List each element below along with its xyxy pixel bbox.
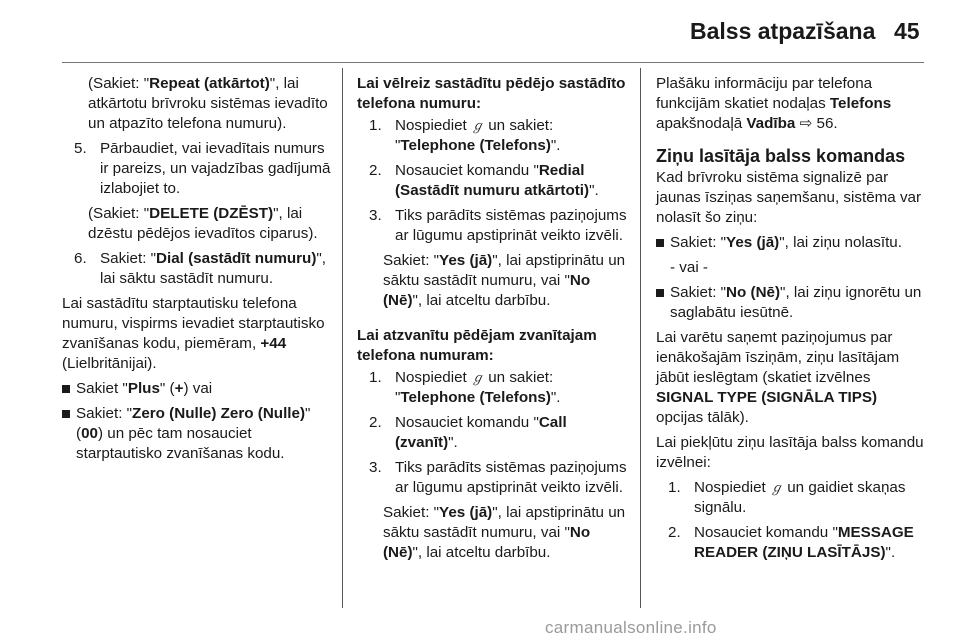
step-6: 6. Sakiet: "Dial (sastādīt numuru)", lai sāktu sastādīt numuru. xyxy=(74,250,327,287)
access-paragraph: Lai piekļūtu ziņu lasītāja balss komandu izvēlnei: xyxy=(656,434,924,471)
reader-step-1: 1. Nospiediet ℊ un gaidiet skaņas signālu. xyxy=(668,479,906,516)
phone-icon: ℊ xyxy=(769,480,783,495)
or-separator: - vai - xyxy=(670,259,708,276)
redial-step-3: 3. Tiks parādīts sistēmas paziņojums ar lūgumu apstiprināt veikto izvēli. xyxy=(369,207,627,244)
redial-step-1: 1. Nospiediet ℊ un sakiet: "Telephone (Telefons)". xyxy=(369,117,561,154)
reader-step-2: 2. Nosauciet komandu "MESSAGE READER (ZIŅU LASĪTĀJS)". xyxy=(668,524,914,561)
bullet-square-icon xyxy=(656,239,664,247)
bullet-yes: Sakiet: "Yes (jā)", lai ziņu nolasītu. xyxy=(656,233,928,253)
section-text: Kad brīvroku sistēma signalizē par jaunas īsziņas saņemšanu, sistēma var nolasīt šo ziņu: xyxy=(656,169,922,226)
say-repeat-note: (Sakiet: "Repeat (atkārtot)", lai atkārtotu brīvroku sistēmas ievadīto un atpazīto telefona numuru). xyxy=(88,75,328,132)
column-divider-1 xyxy=(342,68,343,608)
column-1 xyxy=(62,74,334,469)
phone-icon: ℊ xyxy=(470,118,484,133)
arrow-icon: ⇨ xyxy=(799,115,813,132)
redial-confirm: Sakiet: "Yes (jā)", lai apstiprinātu un sāktu sastādīt numuru, vai "No (Nē)", lai atceltu darbību. xyxy=(383,252,626,309)
signal-paragraph: Lai varētu saņemt paziņojumus par ienākošajām īsziņām, ziņu lasītājam jābūt ieslēgtam (skatiet izvēlnes SIGNAL TYPE (SIGNĀLA TIPS) opcijas tālāk). xyxy=(656,329,900,426)
intro-paragraph: Plašāku informāciju par telefona funkcijām skatiet nodaļas Telefons apakšnodaļā Vadība ⇨ 56. xyxy=(656,75,892,132)
page-title: Balss atpazīšana xyxy=(690,18,876,44)
callback-heading: Lai atzvanītu pēdējam zvanītajam telefona numuram: xyxy=(357,327,597,364)
intl-paragraph: Lai sastādītu starptautisku telefona numuru, vispirms ievadiet starptautisko zvanīšanas kodu, piemēram, +44 (Lielbritānijai). xyxy=(62,295,325,372)
step-5: 5. Pārbaudiet, vai ievadītais numurs ir pareizs, un vajadzības gadījumā izlabojiet to. xyxy=(74,140,331,197)
redial-heading: Lai vēlreiz sastādītu pēdējo sastādīto telefona numuru: xyxy=(357,75,626,112)
bullet-square-icon xyxy=(62,410,70,418)
callback-confirm: Sakiet: "Yes (jā)", lai apstiprinātu un sāktu sastādīt numuru, vai "No (Nē)", lai atceltu darbību. xyxy=(383,504,626,561)
column-2 xyxy=(357,74,629,568)
header-rule xyxy=(62,62,924,63)
page-number: 45 xyxy=(894,18,920,44)
callback-step-1: 1. Nospiediet ℊ un sakiet: "Telephone (Telefons)". xyxy=(369,369,561,406)
bullet-plus: Sakiet "Plus" (+) vai xyxy=(62,379,334,399)
bullet-square-icon xyxy=(62,385,70,393)
column-3 xyxy=(656,74,928,568)
callback-step-2: 2. Nosauciet komandu "Call (zvanīt)". xyxy=(369,414,567,451)
page-header xyxy=(0,0,960,62)
say-delete-note: (Sakiet: "DELETE (DZĒST)", lai dzēstu pēdējos ievadītos ciparus). xyxy=(88,205,318,242)
bullet-zero-zero: Sakiet: "Zero (Nulle) Zero (Nulle)" (00) un pēc tam nosauciet starptautisko zvanīšanas kodu. xyxy=(62,404,334,464)
watermark: carmanualsonline.info xyxy=(545,618,717,637)
phone-icon: ℊ xyxy=(470,370,484,385)
column-divider-2 xyxy=(640,68,641,608)
section-title: Ziņu lasītāja balss komandas xyxy=(656,146,906,166)
bullet-square-icon xyxy=(656,289,664,297)
redial-step-2: 2. Nosauciet komandu "Redial (Sastādīt numuru atkārtoti)". xyxy=(369,162,599,199)
bullet-no: Sakiet: "No (Nē)", lai ziņu ignorētu un saglabātu iesūtnē. xyxy=(656,283,928,323)
callback-step-3: 3. Tiks parādīts sistēmas paziņojums ar lūgumu apstiprināt veikto izvēli. xyxy=(369,459,627,496)
